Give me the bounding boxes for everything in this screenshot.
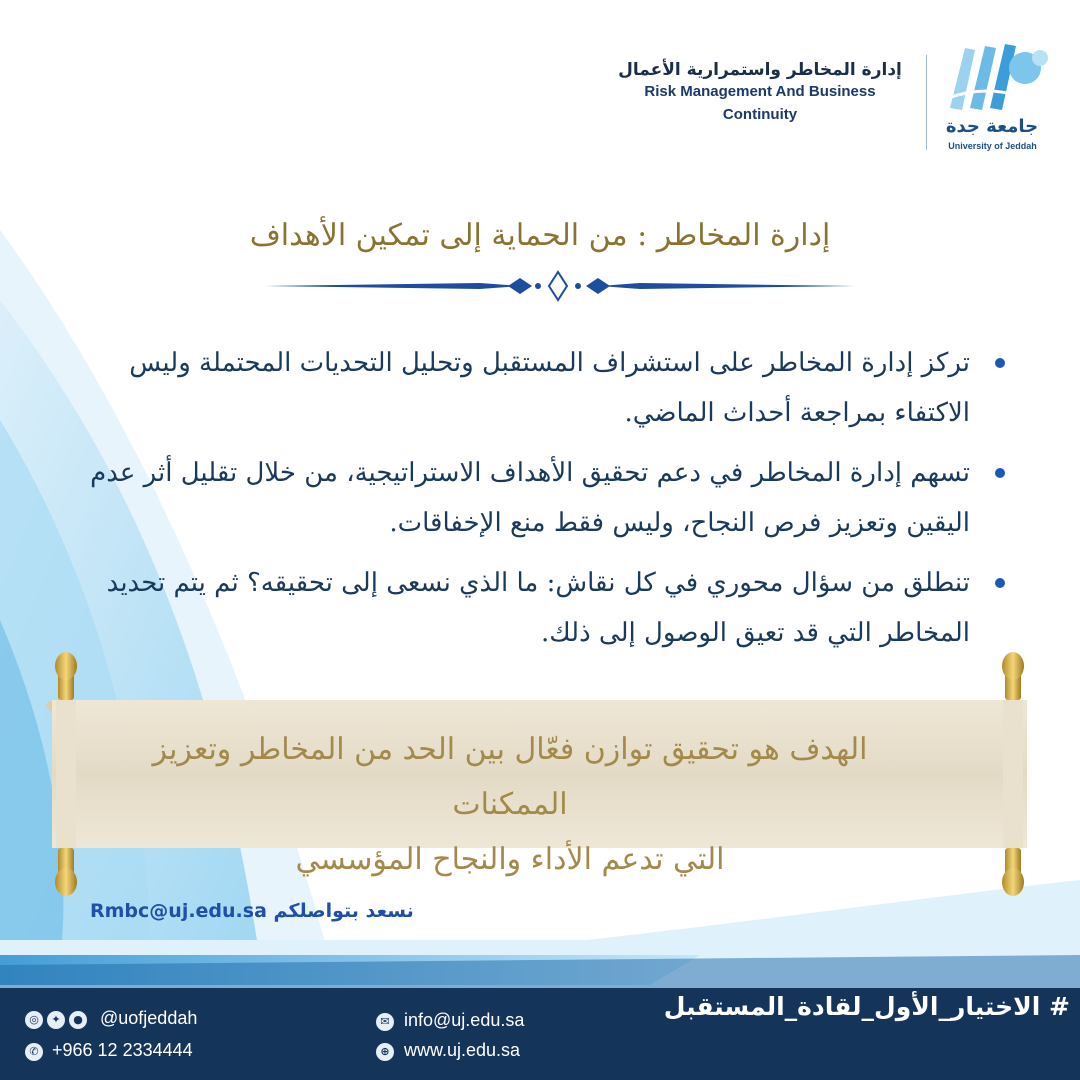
university-logo — [930, 38, 1060, 158]
bullet-text: تسهم إدارة المخاطر في دعم تحقيق الأهداف الاستراتيجية، من خلال تقليل أثر عدم اليقين وتعزيز فرص النجاح، وليس فقط منع الإخفاقات. — [90, 458, 970, 538]
bullet-list — [70, 338, 1010, 668]
footer-hashtag: # الاختيار_الأول_لقادة_المستقبل — [663, 992, 1070, 1021]
list-item — [70, 448, 1010, 548]
instagram-icon[interactable]: ◎ — [25, 1011, 43, 1029]
bullet-text: تركز إدارة المخاطر على استشراف المستقبل وتحليل التحديات المحتملة وليس الاكتفاء بمراجعة أحداث الماضي. — [129, 348, 970, 428]
department-name-en-line2: Continuity — [722, 106, 798, 123]
department-title-block — [600, 60, 920, 126]
goal-line-1: الهدف هو تحقيق توازن فعّال بين الحد من المخاطر وتعزيز الممكنات — [152, 732, 868, 822]
phone-icon: ✆ — [25, 1043, 43, 1061]
goal-scroll-text — [110, 722, 910, 887]
department-name-ar: إدارة المخاطر واستمرارية الأعمال — [618, 60, 902, 80]
contact-line — [90, 900, 430, 922]
list-item — [70, 338, 1010, 438]
globe-icon: ⊕ — [376, 1043, 394, 1061]
bullet-dot-icon — [995, 468, 1005, 478]
bullet-dot-icon — [995, 358, 1005, 368]
bullet-dot-icon — [995, 578, 1005, 588]
twitter-icon[interactable]: ✦ — [47, 1011, 65, 1029]
phone-number: +966 12 2334444 — [52, 1040, 193, 1060]
page-title: إدارة المخاطر : من الحماية إلى تمكين الأهداف — [249, 218, 831, 253]
social-handle-link[interactable]: @uofjeddah — [100, 1008, 198, 1028]
bullet-text: تنطلق من سؤال محوري في كل نقاش: ما الذي نسعى إلى تحقيقه؟ ثم يتم تحديد المخاطر التي قد تعيق الوصول إلى ذلك. — [106, 568, 970, 648]
list-item — [70, 558, 1010, 658]
department-name-en-line1: Risk Management And Business — [644, 83, 876, 100]
goal-line-2: التي تدعم الأداء والنجاح المؤسسي — [295, 842, 725, 877]
snapchat-icon[interactable]: ● — [69, 1011, 87, 1029]
university-name-ar: جامعة جدة — [945, 116, 1039, 137]
university-emblem-icon — [930, 38, 1060, 118]
header-divider — [926, 55, 927, 150]
email-icon: ✉ — [376, 1013, 394, 1031]
website-link[interactable]: www.uj.edu.sa — [404, 1040, 521, 1060]
university-name-en: University of Jeddah — [948, 141, 1037, 151]
contact-label: نسعد بتواصلكم — [273, 900, 414, 922]
footer-email-link[interactable]: info@uj.edu.sa — [404, 1010, 525, 1030]
contact-email-link[interactable]: Rmbc@uj.edu.sa — [90, 900, 267, 922]
